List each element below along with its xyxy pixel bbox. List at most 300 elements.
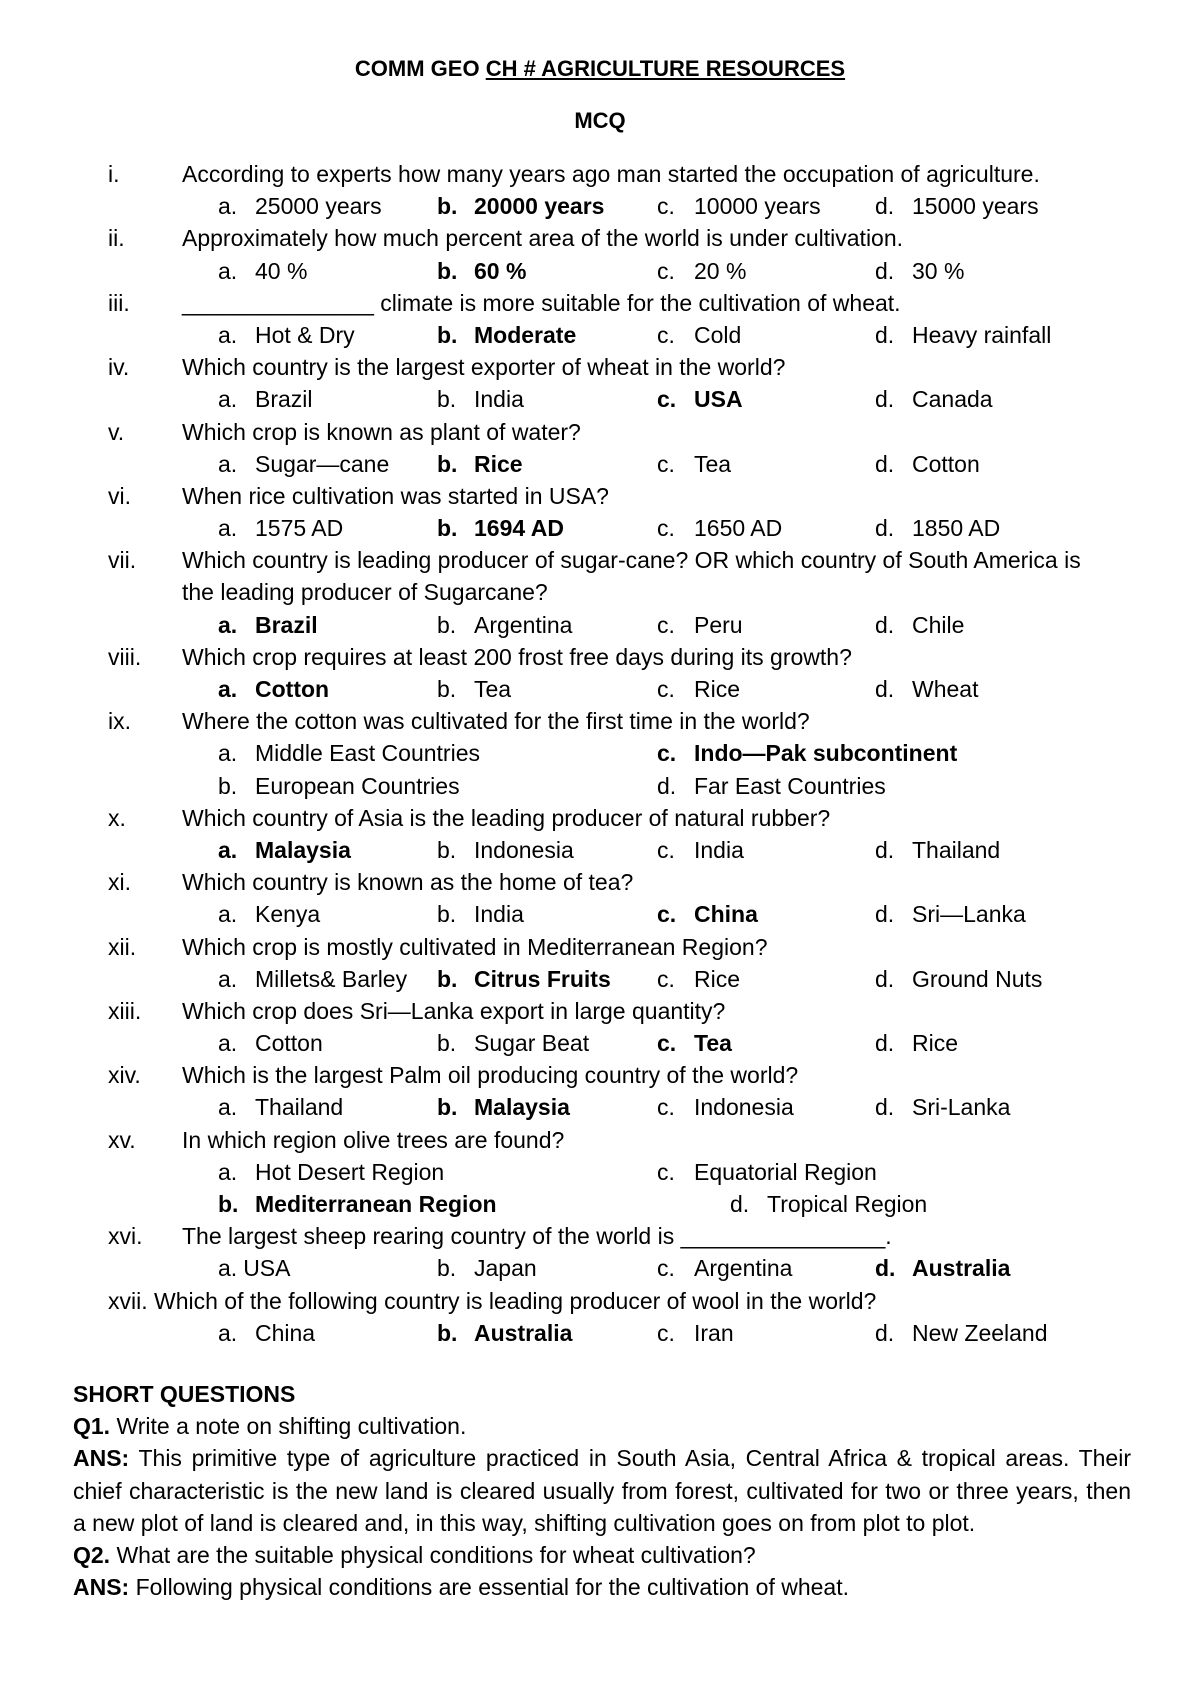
option-letter: c. (657, 901, 677, 928)
question-text: When rice cultivation was started in USA? (182, 482, 609, 509)
option-text: 1694 AD (474, 515, 564, 542)
mcq-item (0, 544, 1200, 641)
question-text: Which crop is mostly cultivated in Mediterranean Region? (182, 933, 768, 960)
option (657, 319, 741, 351)
question-text: Which crop is known as plant of water? (182, 418, 581, 445)
option-correct (218, 834, 351, 866)
option (875, 190, 1039, 222)
option-text: Cotton (255, 1030, 323, 1057)
option-letter: c. (657, 1255, 675, 1282)
question-number: xv. (108, 1126, 136, 1153)
option-letter: b. (437, 515, 458, 542)
mcq-item (0, 222, 1200, 286)
option-text: Wheat (912, 676, 979, 702)
options-row (0, 1156, 1200, 1188)
option-letter: d. (875, 257, 895, 284)
option-letter: b. (437, 1030, 457, 1057)
options-row (0, 963, 1200, 995)
option (657, 834, 744, 866)
question-number: vii. (108, 547, 137, 574)
options-row (0, 1027, 1200, 1059)
option-letter: a. (218, 740, 238, 767)
option-text: Australia (474, 1319, 573, 1346)
option-text: USA (694, 386, 743, 413)
answer-2-label: ANS: (73, 1574, 130, 1601)
option-text: India (694, 836, 744, 863)
option (875, 1027, 958, 1059)
option-letter: d. (875, 965, 895, 992)
question-text: Which country of Asia is the leading producer of natural rubber? (182, 804, 831, 831)
option-text: 10000 years (694, 193, 821, 220)
option (218, 512, 343, 544)
option-letter: a. (218, 965, 238, 992)
option (657, 448, 731, 480)
option (657, 609, 743, 641)
option-text: Chile (912, 611, 965, 638)
option-correct (657, 737, 957, 769)
option (218, 383, 313, 415)
option-text: 15000 years (912, 193, 1039, 220)
option-text: Sri-Lanka (912, 1094, 1011, 1121)
mcq-item (0, 1220, 1200, 1284)
option-letter: d. (875, 1319, 895, 1346)
question-1 (73, 1410, 1131, 1442)
question-line (0, 544, 1200, 576)
option-correct (657, 1027, 732, 1059)
option-correct (437, 963, 611, 995)
option-text: Argentina (474, 611, 573, 638)
option-letter: b. (437, 611, 457, 638)
mcq-item (0, 641, 1200, 705)
option (730, 1188, 927, 1220)
option-text: 1575 AD (255, 515, 344, 542)
option-text: China (255, 1319, 316, 1346)
question-number: iii. (108, 289, 130, 316)
option-correct (437, 1091, 570, 1123)
option-letter: a. (218, 611, 238, 638)
option-text: 60 % (474, 257, 527, 284)
question-text: Where the cotton was cultivated for the first time in the world? (182, 708, 810, 735)
option-text: India (474, 386, 524, 413)
options-row (0, 448, 1200, 480)
option-text: Far East Countries (694, 772, 886, 799)
answer-1-label: ANS: (73, 1445, 130, 1472)
option-text: Indonesia (694, 1094, 794, 1121)
option-text: Ground Nuts (912, 965, 1043, 992)
option (657, 1156, 877, 1188)
option (437, 1027, 589, 1059)
option-letter: b. (437, 1094, 458, 1121)
option-text: Sugar—cane (255, 450, 390, 477)
option-letter: a. (218, 515, 238, 542)
question-text: Which is the largest Palm oil producing country of the world? (182, 1062, 799, 1089)
question-text: The largest sheep rearing country of the world is ________________. (182, 1223, 892, 1250)
options-row (0, 190, 1200, 222)
mcq-list (0, 158, 1200, 1349)
option-text: Tropical Region (767, 1191, 928, 1217)
page-title (0, 56, 1200, 82)
option-text: Cotton (255, 676, 330, 702)
option (657, 770, 886, 802)
title-chapter: CH # AGRICULTURE RESOURCES (485, 56, 846, 81)
question-line (0, 416, 1200, 448)
option-letter: c. (657, 611, 675, 638)
question-line (0, 1059, 1200, 1091)
option (875, 383, 993, 415)
option-letter: d. (875, 676, 895, 702)
option-letter: b. (437, 193, 458, 220)
option-letter: a. (218, 257, 238, 284)
option-correct (437, 255, 526, 287)
question-line (0, 1285, 1200, 1317)
option-letter: a. (218, 1158, 238, 1185)
option-letter: b. (437, 450, 458, 477)
question-number: i. (108, 161, 120, 187)
section-title-mcq: MCQ (574, 108, 626, 133)
question-number: xvi. (108, 1223, 143, 1250)
option-text: Japan (474, 1255, 537, 1282)
option-text: Thailand (912, 836, 1001, 863)
option (875, 834, 1000, 866)
option (657, 255, 746, 287)
option-text: Moderate (474, 321, 577, 348)
option-letter: c. (657, 676, 675, 702)
option-text: Thailand (255, 1094, 344, 1121)
option-letter: a. (218, 836, 238, 863)
question-line (0, 866, 1200, 898)
option-text: Indonesia (474, 836, 574, 863)
question-line (0, 931, 1200, 963)
question-line (0, 351, 1200, 383)
option-letter: d. (875, 836, 895, 863)
mcq-item (0, 1285, 1200, 1349)
option-text: Brazil (255, 386, 313, 413)
option (875, 1317, 1048, 1349)
question-line (0, 641, 1200, 673)
option-text: Cold (694, 321, 742, 348)
option-letter: b. (218, 772, 238, 799)
options-row (0, 255, 1200, 287)
option-text: Rice (912, 1030, 959, 1057)
option-letter: c. (657, 836, 675, 863)
option (875, 898, 1026, 930)
option-text: Sri—Lanka (912, 901, 1026, 928)
question-2-text: What are the suitable physical conditions for wheat cultivation? (110, 1542, 756, 1569)
option-text: Middle East Countries (255, 740, 480, 767)
options-row (0, 834, 1200, 866)
option-letter: a. (218, 450, 238, 477)
option (218, 898, 320, 930)
mcq-item (0, 351, 1200, 415)
option-text: Citrus Fruits (474, 965, 611, 992)
option-letter: b. (218, 1191, 239, 1217)
option-correct (437, 512, 564, 544)
option (218, 190, 382, 222)
option-text: Sugar Beat (474, 1030, 590, 1057)
option (218, 1317, 315, 1349)
question-line (0, 1124, 1200, 1156)
question-text: xvii. Which of the following country is leading producer of wool in the world? (108, 1287, 877, 1314)
option-text: China (694, 901, 758, 928)
question-text: _______________ climate is more suitable for the cultivation of wheat. (182, 289, 901, 316)
option-text: European Countries (255, 772, 460, 799)
title-prefix: COMM GEO (354, 56, 486, 81)
options-row (0, 1091, 1200, 1123)
options-row (0, 319, 1200, 351)
option (218, 963, 407, 995)
mcq-item (0, 158, 1200, 222)
option (875, 448, 980, 480)
question-number: vi. (108, 482, 131, 509)
options-row (0, 737, 1200, 769)
option (875, 319, 1051, 351)
question-number: xi. (108, 869, 131, 896)
option-correct (218, 609, 318, 641)
option (437, 1252, 537, 1284)
option-correct (657, 383, 743, 415)
question-number: xiv. (108, 1062, 141, 1089)
question-text: Approximately how much percent area of the world is under cultivation. (182, 225, 904, 252)
option-text: 40 % (255, 257, 308, 284)
option-letter: b. (437, 965, 458, 992)
mcq-item (0, 802, 1200, 866)
mcq-item (0, 866, 1200, 930)
options-row (0, 770, 1200, 802)
question-text: Which country is leading producer of sugar-cane? OR which country of South America is (182, 547, 1081, 574)
short-questions-section (73, 1378, 1131, 1603)
question-line (0, 222, 1200, 254)
option-text: Cotton (912, 450, 980, 477)
option-text: New Zeeland (912, 1319, 1048, 1346)
option-text: Iran (694, 1319, 734, 1346)
option-text: Millets& Barley (255, 965, 408, 992)
question-text: the leading producer of Sugarcane? (182, 579, 548, 606)
mcq-item (0, 705, 1200, 802)
option-text: 30 % (912, 257, 965, 284)
option (875, 1091, 1010, 1123)
option-letter: b. (437, 386, 457, 413)
question-line (0, 287, 1200, 319)
option-letter: a. (218, 676, 238, 702)
option-letter: d. (875, 515, 895, 542)
option-letter: b. (437, 676, 457, 702)
option (218, 255, 307, 287)
option-text: Brazil (255, 611, 318, 638)
option (218, 319, 355, 351)
option-letter: c. (657, 1030, 677, 1057)
option-letter: d. (875, 386, 895, 413)
option-text: 20000 years (474, 193, 605, 220)
option-text: 1650 AD (694, 515, 783, 542)
option-letter: d. (875, 450, 895, 477)
option-text: 25000 years (255, 193, 382, 220)
option (657, 190, 821, 222)
option-letter: a. (218, 1030, 238, 1057)
option-text: Tea (694, 450, 732, 477)
option-correct (437, 190, 604, 222)
option-letter: b. (437, 901, 457, 928)
options-row (0, 609, 1200, 641)
option (875, 512, 1000, 544)
option-text: Argentina (694, 1255, 793, 1282)
option (657, 673, 740, 705)
mcq-item (0, 1059, 1200, 1123)
option-letter: d. (875, 193, 895, 220)
option-letter: c. (657, 257, 675, 284)
option-letter: d. (875, 901, 895, 928)
option (218, 1252, 290, 1284)
option-letter: d. (875, 1030, 895, 1057)
option-text: Mediterranean Region (255, 1191, 497, 1217)
option-correct (218, 673, 329, 705)
option-letter: c. (657, 386, 677, 413)
option (657, 1091, 794, 1123)
option-text: Rice (694, 965, 741, 992)
option-text: Peru (694, 611, 743, 638)
option (437, 609, 572, 641)
option-letter: a. (218, 193, 238, 220)
question-line (0, 576, 1200, 608)
option-letter: a. (218, 321, 238, 348)
question-1-label: Q1. (73, 1413, 111, 1440)
mcq-item (0, 480, 1200, 544)
option (657, 1317, 734, 1349)
question-line (0, 158, 1200, 190)
option-correct (437, 319, 576, 351)
option (657, 1252, 792, 1284)
option (218, 1091, 343, 1123)
option-letter: a. (218, 1255, 238, 1282)
option (437, 673, 511, 705)
option-text: 1850 AD (912, 515, 1001, 542)
question-text: In which region olive trees are found? (182, 1126, 565, 1153)
option-letter: c. (657, 740, 677, 767)
option-text: Hot Desert Region (255, 1158, 445, 1185)
question-number: xiii. (108, 997, 142, 1024)
option-text: India (474, 901, 524, 928)
option (437, 834, 574, 866)
question-number: xii. (108, 933, 137, 960)
option-letter: d. (657, 772, 677, 799)
question-text: Which crop does Sri—Lanka export in large quantity? (182, 997, 726, 1024)
option-correct (437, 448, 523, 480)
option-correct (657, 898, 758, 930)
mcq-item (0, 287, 1200, 351)
option (218, 1027, 323, 1059)
option-letter: c. (657, 193, 675, 220)
question-line (0, 705, 1200, 737)
option-text: Kenya (255, 901, 321, 928)
answer-2-text: Following physical conditions are essential for the cultivation of wheat. (129, 1574, 850, 1601)
option-letter: a. (218, 901, 238, 928)
option-letter: c. (657, 1158, 675, 1185)
option-letter: c. (657, 1319, 675, 1346)
mcq-item (0, 416, 1200, 480)
option-letter: d. (875, 611, 895, 638)
option-text: Canada (912, 386, 993, 413)
options-row (0, 1188, 1200, 1220)
option (218, 1156, 444, 1188)
option-text: Rice (474, 450, 523, 477)
option-letter: c. (657, 321, 675, 348)
option-text: Indo—Pak subcontinent (694, 740, 958, 767)
options-row (0, 898, 1200, 930)
option-text: USA (243, 1255, 291, 1282)
option-letter: c. (657, 515, 675, 542)
answer-2 (73, 1571, 1131, 1603)
question-number: iv. (108, 354, 130, 381)
option-letter: b. (437, 1255, 457, 1282)
option-correct (437, 1317, 572, 1349)
option-text: Tea (694, 1030, 732, 1057)
option-letter: a. (218, 1094, 238, 1121)
question-number: ix. (108, 708, 131, 735)
option-letter: b. (437, 321, 458, 348)
question-text: Which crop requires at least 200 frost free days during its growth? (182, 643, 852, 670)
options-row (0, 673, 1200, 705)
option-letter: a. (218, 1319, 238, 1346)
option-letter: b. (437, 836, 457, 863)
option (875, 673, 978, 705)
question-2-label: Q2. (73, 1542, 111, 1569)
question-text: According to experts how many years ago man started the occupation of agriculture. (182, 161, 1040, 187)
question-text: Which country is known as the home of tea? (182, 869, 634, 896)
option-letter: a. (218, 386, 238, 413)
question-text: Which country is the largest exporter of wheat in the world? (182, 354, 786, 381)
option-text: 20 % (694, 257, 747, 284)
question-1-text: Write a note on shifting cultivation. (110, 1413, 467, 1440)
option (875, 255, 964, 287)
question-line (0, 802, 1200, 834)
option (218, 737, 480, 769)
option-letter: d. (730, 1191, 750, 1217)
option (657, 963, 740, 995)
question-number: v. (108, 418, 125, 445)
option (437, 383, 524, 415)
question-line (0, 480, 1200, 512)
question-2 (73, 1539, 1131, 1571)
options-row (0, 512, 1200, 544)
option (218, 770, 460, 802)
option (657, 512, 782, 544)
short-questions-heading: SHORT QUESTIONS (73, 1381, 296, 1407)
question-number: viii. (108, 643, 142, 670)
question-number: ii. (108, 225, 125, 252)
option-letter: b. (437, 1319, 458, 1346)
option-text: Malaysia (474, 1094, 570, 1121)
options-row (0, 1317, 1200, 1349)
question-line (0, 995, 1200, 1027)
question-line (0, 1220, 1200, 1252)
option-text: Malaysia (255, 836, 351, 863)
answer-1-text: This primitive type of agriculture practiced in South Asia, Central Africa & tropical areas. Their chief characteristic is the new land is cleared usually from forest, cultivated for two or three years, then a new plot of land is cleared and, in this way, shifting cultivation goes on from plot to plot. (73, 1445, 1131, 1536)
option (218, 448, 389, 480)
option-text: Hot & Dry (255, 321, 355, 348)
option-letter: c. (657, 965, 675, 992)
mcq-item (0, 931, 1200, 995)
mcq-item (0, 1124, 1200, 1221)
mcq-item (0, 995, 1200, 1059)
option-letter: d. (875, 321, 895, 348)
option-text: Equatorial Region (694, 1158, 877, 1185)
option-letter: b. (437, 257, 458, 284)
option-correct (875, 1252, 1010, 1284)
option-correct (218, 1188, 497, 1220)
options-row (0, 383, 1200, 415)
option-letter: d. (875, 1255, 896, 1282)
option (875, 609, 964, 641)
option (437, 898, 524, 930)
